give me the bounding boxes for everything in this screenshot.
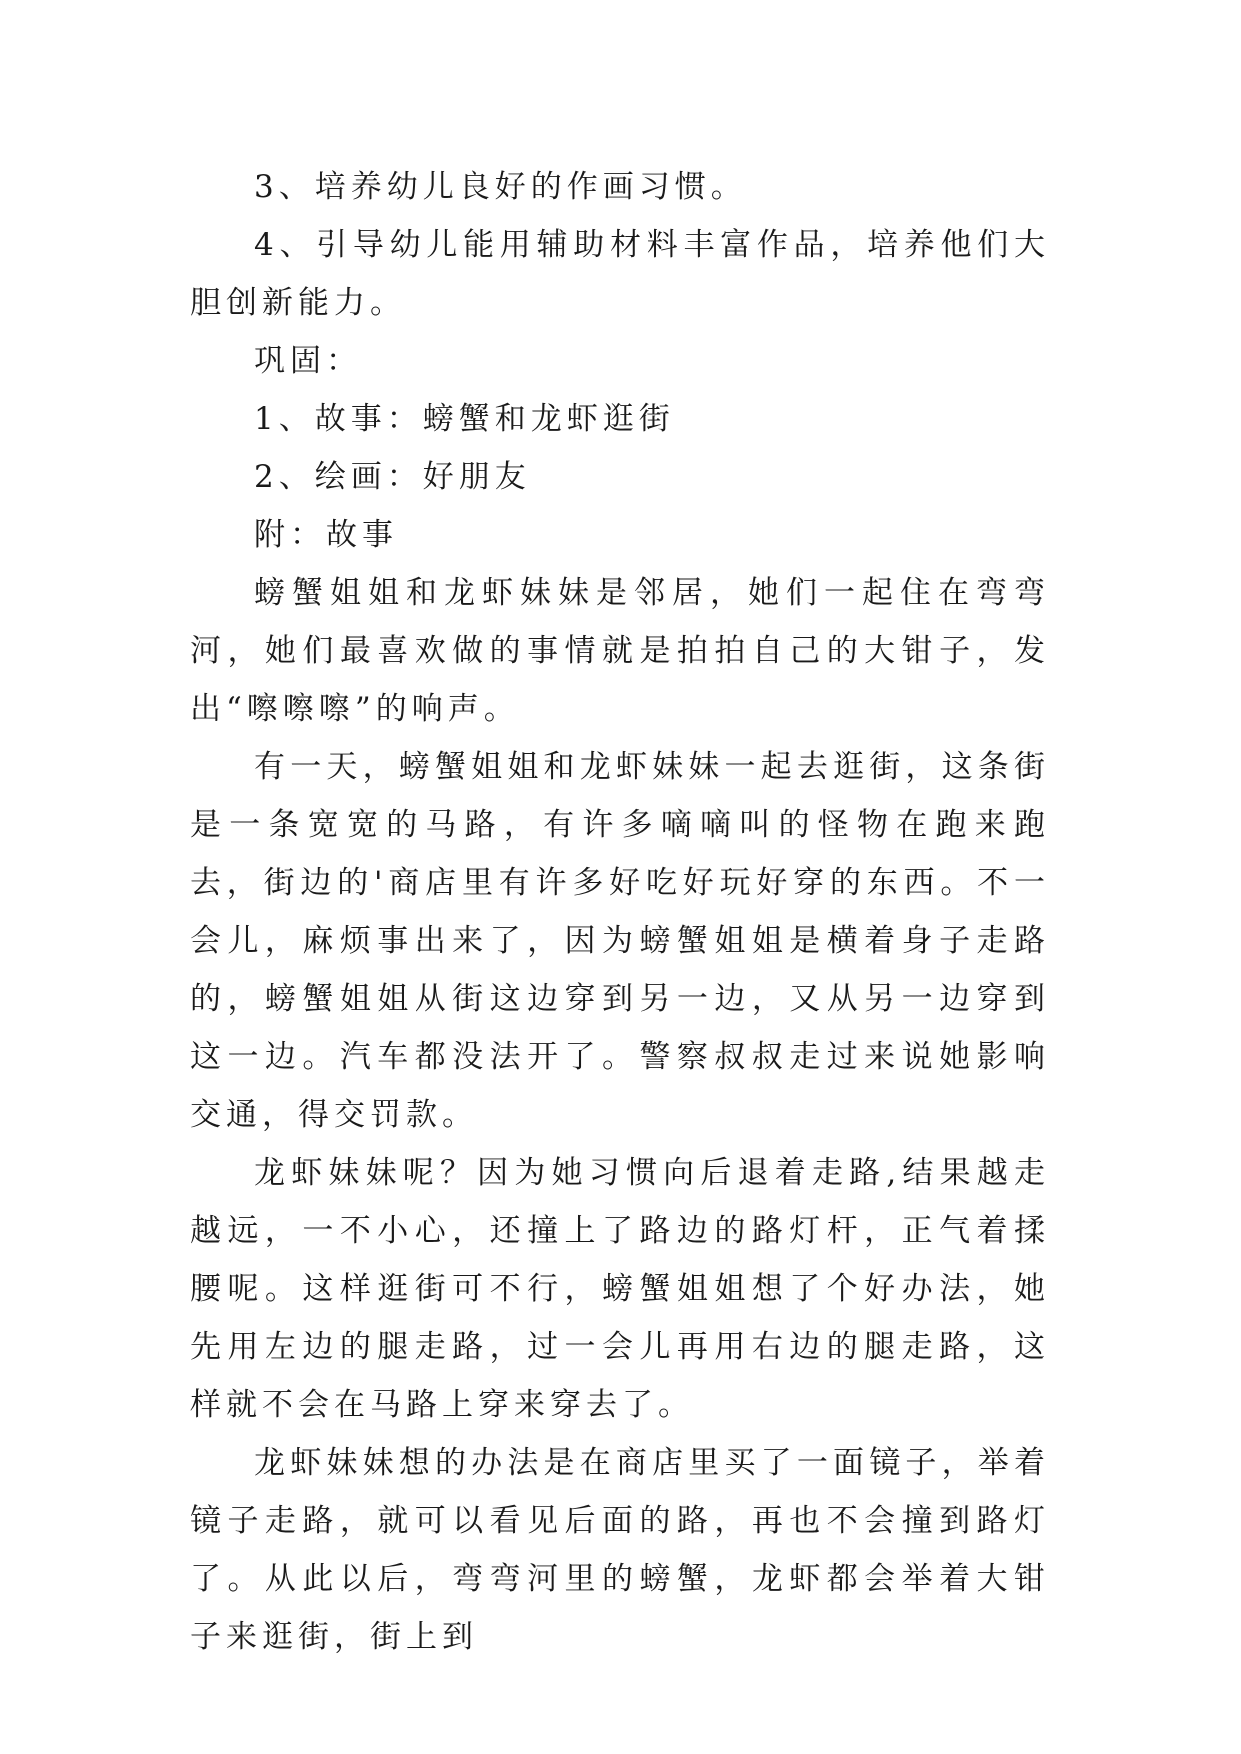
paragraph-consolidate-item-1: 1、故事：螃蟹和龙虾逛街 — [254, 401, 675, 437]
paragraph-story-3: 龙虾妹妹呢？因为她习惯向后退着走路,结果越走越远，一不小心，还撞上了路边的路灯杆，正气着揉腰呢。这样逛街可不行，螃蟹姐姐想了个好办法，她先用左边的腿走路，过一会儿再用右边的腿走路，这样就不会在马路上穿来穿去了。 — [190, 1155, 1050, 1423]
paragraph-goal-4: 4、引导幼儿能用辅助材料丰富作品，培养他们大胆创新能力。 — [190, 227, 1050, 321]
paragraph-story-4: 龙虾妹妹想的办法是在商店里买了一面镜子，举着镜子走路，就可以看见后面的路，再也不会撞到路灯了。从此以后，弯弯河里的螃蟹，龙虾都会举着大钳子来逛街，街上到 — [190, 1445, 1050, 1655]
paragraph-story-2: 有一天，螃蟹姐姐和龙虾妹妹一起去逛街，这条街是一条宽宽的马路，有许多嘀嘀叫的怪物在跑来跑去，街边的'商店里有许多好吃好玩好穿的东西。不一会儿，麻烦事出来了，因为螃蟹姐姐是横着身子走路的，螃蟹姐姐从街这边穿到另一边，又从另一边穿到这一边。汽车都没法开了。警察叔叔走过来说她影响交通，得交罚款。 — [190, 749, 1050, 1133]
paragraph-consolidate-item-2: 2、绘画：好朋友 — [254, 459, 531, 495]
paragraph-appendix-heading: 附：故事 — [254, 517, 398, 553]
document-body — [190, 158, 1050, 1666]
paragraph-story-1: 螃蟹姐姐和龙虾妹妹是邻居，她们一起住在弯弯河，她们最喜欢做的事情就是拍拍自己的大钳子，发出“嚓嚓嚓”的响声。 — [190, 575, 1050, 727]
paragraph-goal-3: 3、培养幼儿良好的作画习惯。 — [254, 169, 747, 205]
paragraph-consolidate-heading: 巩固： — [254, 343, 362, 379]
